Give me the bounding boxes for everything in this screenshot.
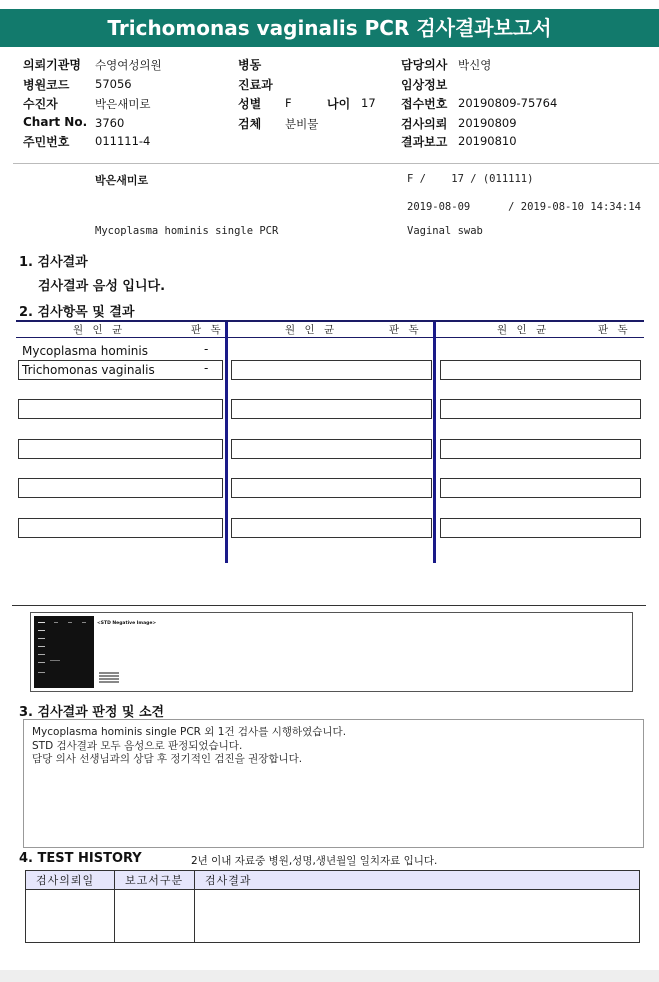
history-header-type: 보고서구분 [115, 871, 195, 890]
result-cell [18, 518, 223, 538]
col-pathogen-3: 원 인 균 [497, 324, 550, 336]
history-row [26, 890, 640, 943]
result-cell [440, 439, 641, 459]
history-note: 2년 이내 자료중 병원,성명,생년월일 일치자료 입니다. [191, 855, 438, 867]
item-name: Mycoplasma hominis [22, 344, 148, 358]
findings-line: Mycoplasma hominis single PCR 외 1건 검사를 시행하였습니다. [32, 726, 347, 738]
ward-label: 병동 [238, 58, 262, 72]
report-value: 20190810 [458, 134, 517, 148]
dept-label: 진료과 [238, 78, 273, 92]
result-cell [440, 518, 641, 538]
gel-image-caption: <STD Negative Image> [97, 621, 157, 626]
result-cell [18, 399, 223, 419]
result-cell [440, 478, 641, 498]
history-table [25, 870, 640, 943]
id-value: 011111-4 [95, 134, 151, 148]
doctor-label: 담당의사 [401, 58, 448, 72]
result-cell [440, 399, 641, 419]
patient-label: 수진자 [23, 97, 58, 111]
col-pathogen-2: 원 인 균 [285, 324, 338, 336]
hospital-label: 의뢰기관명 [23, 58, 81, 72]
item-name: Trichomonas vaginalis [22, 363, 155, 377]
result-statement: 검사결과 음성 입니다. [38, 279, 166, 294]
doctor-value: 박신영 [458, 58, 492, 72]
findings-line: STD 검사결과 모두 음성으로 판정되었습니다. [32, 739, 243, 752]
result-cell [231, 360, 432, 380]
section4-title: 4. TEST HISTORY [19, 851, 142, 866]
age-value: 17 [361, 96, 376, 110]
patient-value: 박은새미로 [95, 97, 151, 111]
report-label: 결과보고 [401, 135, 448, 149]
code-label: 병원코드 [23, 78, 70, 92]
sex-label: 성별 [238, 97, 262, 111]
result-cell [18, 478, 223, 498]
chart-label: Chart No. [23, 115, 88, 129]
item-result: - [204, 361, 209, 375]
request-value: 20190809 [458, 116, 517, 130]
findings-line: 담당 의사 선생님과의 상담 후 정기적인 검진을 권장합니다. [32, 753, 303, 765]
gel-image-frame [30, 612, 633, 692]
section1-title: 1. 검사결과 [19, 255, 88, 270]
report-title: Trichomonas vaginalis PCR 검사결과보고서 [107, 16, 552, 40]
section2-title: 2. 검사항목 및 결과 [19, 305, 135, 320]
result-cell [231, 518, 432, 538]
gel-legend [99, 671, 119, 687]
result-cell [18, 439, 223, 459]
sex-value: F [285, 96, 292, 110]
section-divider [12, 605, 646, 606]
code-value: 57056 [95, 77, 132, 91]
chart-value: 3760 [95, 116, 125, 130]
column-divider [225, 322, 228, 563]
summary-sex-age: F / 17 / (011111) [407, 173, 534, 185]
title-bar [0, 9, 659, 47]
col-judge-2: 판 독 [389, 324, 422, 336]
item-result: - [204, 342, 209, 356]
col-pathogen-1: 원 인 균 [73, 324, 126, 336]
gel-bands-icon [34, 616, 94, 688]
id-label: 주민번호 [23, 135, 70, 149]
hospital-value: 수영여성의원 [95, 58, 162, 72]
specimen-value: 분비물 [285, 117, 319, 131]
table-header-line [16, 337, 644, 338]
summary-test: Mycoplasma hominis single PCR [95, 225, 279, 237]
history-cell [115, 890, 195, 943]
receipt-label: 접수번호 [401, 97, 448, 111]
col-judge-3: 판 독 [598, 324, 631, 336]
receipt-value: 20190809-75764 [458, 96, 558, 110]
result-cell [440, 360, 641, 380]
gel-image [34, 616, 94, 688]
summary-name: 박은새미로 [95, 174, 149, 187]
section3-title: 3. 검사결과 판정 및 소견 [19, 705, 165, 720]
result-cell [231, 478, 432, 498]
col-judge-1: 판 독 [191, 324, 224, 336]
history-cell [26, 890, 115, 943]
summary-specimen: Vaginal swab [407, 225, 483, 237]
result-cell [231, 439, 432, 459]
specimen-label: 검체 [238, 117, 262, 131]
result-cell [231, 399, 432, 419]
request-label: 검사의뢰 [401, 117, 448, 131]
findings-box [23, 719, 644, 848]
history-header-date: 검사의뢰일 [26, 871, 115, 890]
age-label: 나이 [327, 97, 351, 111]
footer-bar [0, 970, 659, 982]
history-cell [195, 890, 640, 943]
summary-dates: 2019-08-09 / 2019-08-10 14:34:14 [407, 201, 641, 213]
clinical-label: 임상정보 [401, 78, 448, 92]
history-header-result: 검사결과 [195, 871, 640, 890]
column-divider [433, 322, 436, 563]
